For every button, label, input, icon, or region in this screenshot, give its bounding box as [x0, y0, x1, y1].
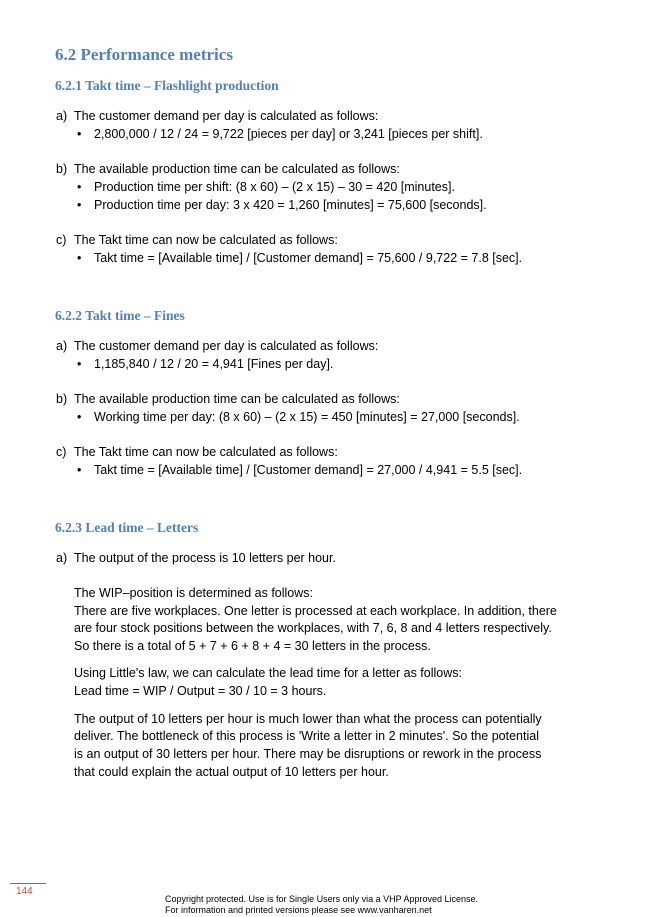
item-letter: a): [56, 109, 68, 123]
item-text: The customer demand per day is calculated as follows:: [74, 109, 379, 123]
item-text: The customer demand per day is calculated as follows:: [74, 339, 379, 353]
item-text: The Takt time can now be calculated as follows:: [74, 445, 338, 459]
bullet-icon: •: [77, 198, 82, 212]
item-letter: b): [56, 162, 68, 176]
bullet-icon: •: [77, 127, 82, 141]
bullet-text: Takt time = [Available time] / [Customer demand] = 75,600 / 9,722 = 7.8 [sec].: [94, 251, 523, 265]
copyright-notice: Copyright protected. Use is for Single Users only via a VHP Approved License.: [165, 894, 478, 904]
item-text: The available production time can be calculated as follows:: [74, 162, 400, 176]
bullet-text: Working time per day: (8 x 60) – (2 x 15) = 450 [minutes] = 27,000 [seconds].: [94, 410, 520, 424]
bullet-text: Production time per day: 3 x 420 = 1,260 [minutes] = 75,600 [seconds].: [94, 198, 487, 212]
item-letter: a): [56, 551, 68, 565]
page-number: 144: [16, 886, 33, 897]
section-title: 6.2.1 Takt time – Flashlight production: [55, 78, 279, 93]
bullet-icon: •: [77, 357, 82, 371]
paragraph-line: is an output of 30 letters per hour. There may be disruptions or rework in the process: [74, 747, 542, 761]
bullet-icon: •: [77, 463, 82, 477]
paragraph-line: are four stock positions between the workplaces, with 7, 6, 8 and 4 letters respectively.: [74, 621, 552, 635]
item-letter: b): [56, 392, 68, 406]
bullet-icon: •: [77, 410, 82, 424]
bullet-text: Production time per shift: (8 x 60) – (2 x 15) – 30 = 420 [minutes].: [94, 180, 455, 194]
item-text: The available production time can be calculated as follows:: [74, 392, 400, 406]
bullet-icon: •: [77, 251, 82, 265]
paragraph-line: So there is a total of 5 + 7 + 6 + 8 + 4 = 30 letters in the process.: [74, 639, 431, 653]
paragraph-line: deliver. The bottleneck of this process is 'Write a letter in 2 minutes'. So the potential: [74, 729, 539, 743]
item-text: The output of the process is 10 letters per hour.: [74, 551, 336, 565]
item-letter: a): [56, 339, 68, 353]
bullet-text: Takt time = [Available time] / [Customer demand] = 27,000 / 4,941 = 5.5 [sec].: [94, 463, 523, 477]
item-letter: c): [56, 233, 67, 247]
footer-divider: [10, 883, 46, 884]
paragraph-line: Lead time = WIP / Output = 30 / 10 = 3 hours.: [74, 684, 327, 698]
paragraph-line: There are five workplaces. One letter is processed at each workplace. In addition, there: [74, 604, 557, 618]
bullet-text: 2,800,000 / 12 / 24 = 9,722 [pieces per day] or 3,241 [pieces per shift].: [94, 127, 483, 141]
item-letter: c): [56, 445, 67, 459]
paragraph-line: The output of 10 letters per hour is much lower than what the process can potentially: [74, 712, 542, 726]
copyright-info: For information and printed versions please see www.vanharen.net: [165, 905, 432, 915]
section-title: 6.2.3 Lead time – Letters: [55, 520, 199, 535]
paragraph-line: that could explain the actual output of 10 letters per hour.: [74, 765, 389, 779]
bullet-text: 1,185,840 / 12 / 20 = 4,941 [Fines per day].: [94, 357, 334, 371]
bullet-icon: •: [77, 180, 82, 194]
chapter-heading: 6.2 Performance metrics: [55, 45, 233, 64]
paragraph-line: The WIP–position is determined as follows:: [74, 586, 313, 600]
item-text: The Takt time can now be calculated as follows:: [74, 233, 338, 247]
section-title: 6.2.2 Takt time – Fines: [55, 308, 185, 323]
paragraph-line: Using Little's law, we can calculate the lead time for a letter as follows:: [74, 666, 462, 680]
